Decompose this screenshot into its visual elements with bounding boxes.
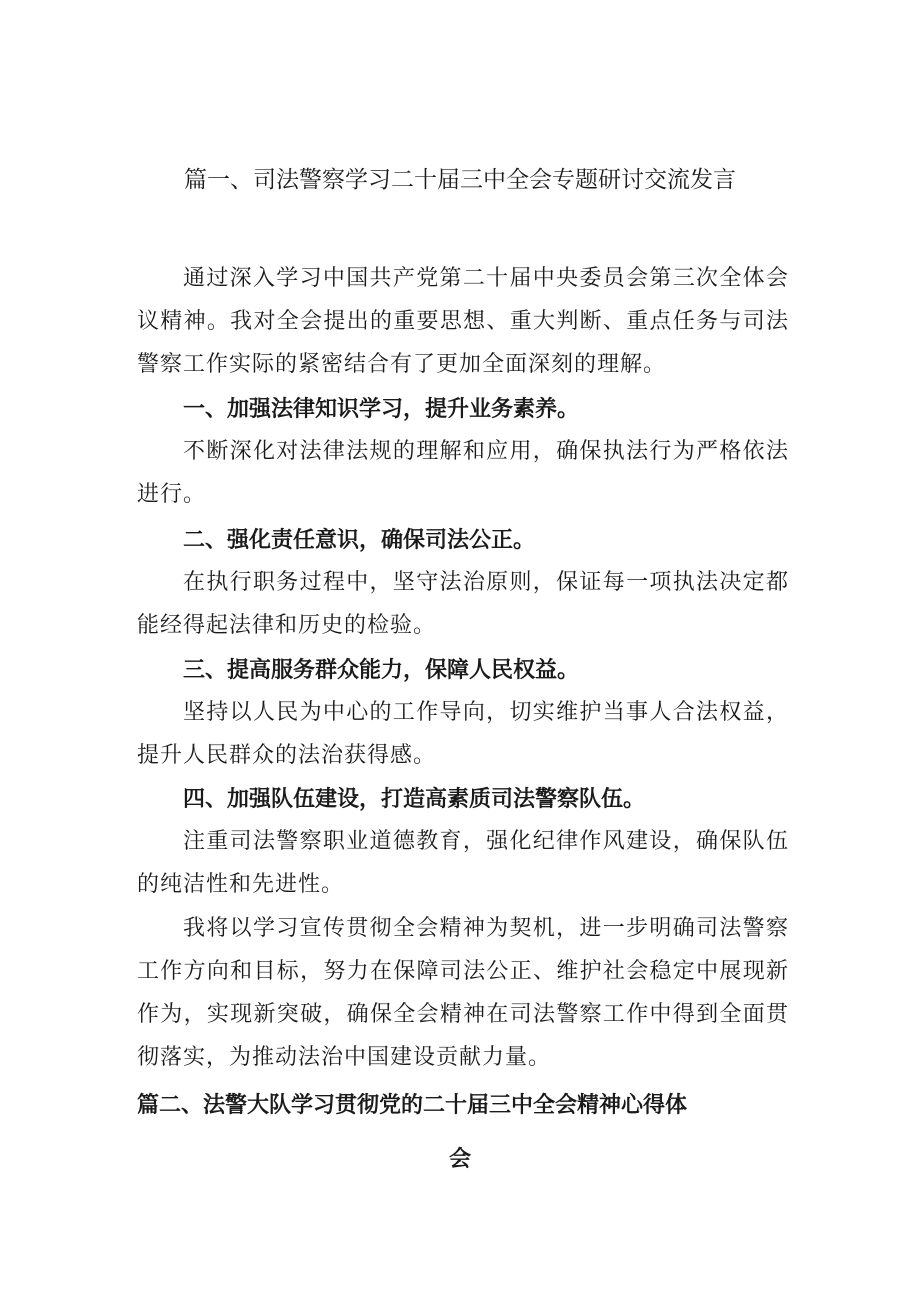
section-body-2: 在执行职务过程中，坚守法治原则，保证每一项执法决定都能经得起法律和历史的检验。 <box>137 570 789 638</box>
document-title: 篇一、司法警察学习二十届三中全会专题研讨交流发言 <box>184 167 736 193</box>
section-body-3: 坚持以人民为中心的工作导向，切实维护当事人合法权益，提升人民群众的法治获得感。 <box>137 700 789 768</box>
section-heading-3: 三、提高服务群众能力，保障人民权益。 <box>183 658 580 683</box>
next-article-title-tail: 会 <box>448 1147 471 1172</box>
section-heading-4: 四、加强队伍建设，打造高素质司法警察队伍。 <box>183 787 646 812</box>
intro-paragraph: 通过深入学习中国共产党第二十届中央委员会第三次全体会议精神。我对全会提出的重要思想、重大判断、重点任务与司法警察工作实际的紧密结合有了更加全面深刻的理解。 <box>137 266 789 377</box>
section-heading-2: 二、强化责任意识，确保司法公正。 <box>183 528 536 553</box>
conclusion-paragraph: 我将以学习宣传贯彻全会精神为契机，进一步明确司法警察工作方向和目标，努力在保障司法公正、维护社会稳定中展现新作为，实现新突破，确保全会精神在司法警察工作中得到全面贯彻落实，为推动法治中国建设贡献力量。 <box>137 916 789 1070</box>
section-body-4: 注重司法警察职业道德教育，强化纪律作风建设，确保队伍的纯洁性和先进性。 <box>137 829 789 897</box>
section-heading-1: 一、加强法律知识学习，提升业务素养。 <box>183 397 580 422</box>
next-article-title: 篇二、法警大队学习贯彻党的二十届三中全会精神心得体 <box>137 1093 688 1118</box>
section-body-1: 不断深化对法律法规的理解和应用，确保执法行为严格依法进行。 <box>137 439 789 507</box>
